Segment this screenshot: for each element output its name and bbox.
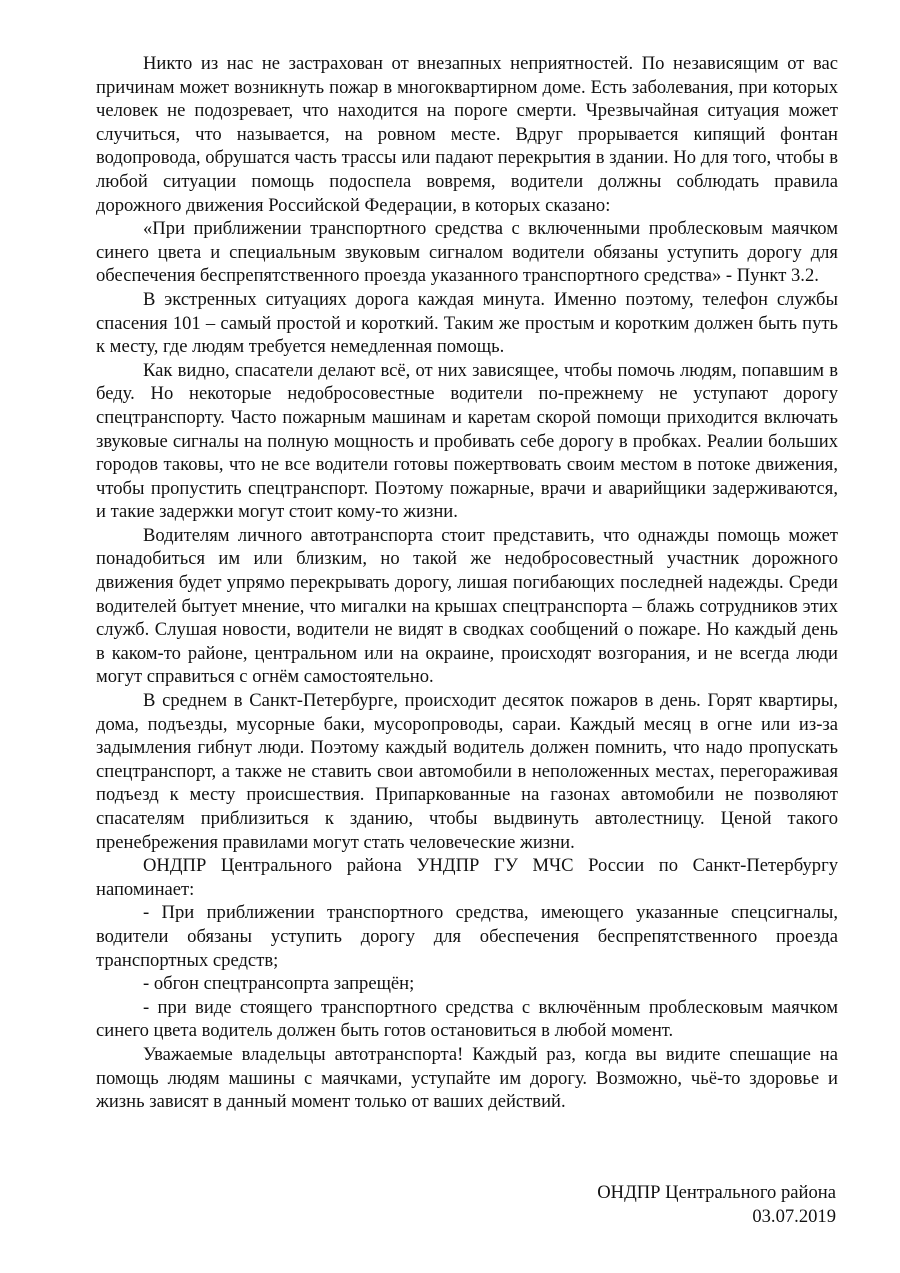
paragraph-rescuers: Как видно, спасатели делают всё, от них зависящее, чтобы помочь людям, попавшим в беду. Но некоторые недобросовестные водители по-прежнему не уступают дорогу спецтранспорту. Часто пожарным машинам и каретам скорой помощи приходится включать звуковые сигналы на полную мощность и пробивать себе дорогу в пробках. Реалии больших городов таковы, что не все водители готовы пожертвовать своим местом в потоке движения, чтобы пропустить спецтранспорт. Поэтому пожарные, врачи и аварийщики задерживаются, и такие задержки могут стоит кому-то жизни. — [96, 359, 838, 523]
list-item-be-ready-to-stop: - при виде стоящего транспортного средства с включённым проблесковым маячком синего цвета водитель должен быть готов остановиться в любой момент. — [96, 996, 838, 1042]
document-body — [96, 52, 838, 1114]
paragraph-closing-appeal: Уважаемые владельцы автотранспорта! Каждый раз, когда вы видите спешащие на помощь людям машины с маячками, уступайте им дорогу. Возможно, чьё-то здоровье и жизнь зависят в данный момент только от ваших действий. — [96, 1043, 838, 1113]
list-item-no-overtaking: - обгон спецтрансопрта запрещён; — [143, 973, 415, 995]
signature-organization: ОНДПР Центрального района — [597, 1182, 836, 1203]
paragraph-traffic-rule-quote: «При приближении транспортного средства с включенными проблесковым маячком синего цвета и специальным звуковым сигналом водители обязаны уступить дорогу для обеспечения беспрепятственного проезда указанного транспортного средства» - Пункт 3.2. — [96, 218, 838, 287]
paragraph-private-drivers: Водителям личного автотранспорта стоит представить, что однажды помощь может понадобиться им или близким, но такой же недобросовестный участник дорожного движения будет упрямо перекрывать дорогу, лишая погибающих последней надежды. Среди водителей бытует мнение, что мигалки на крышах спецтранспорта – блажь сотрудников этих служб. Слушая новости, водители не видят в сводках сообщений о пожаре. Но каждый день в каком-то районе, центральном или на окраине, происходят возгорания, и не всегда люди могут справиться с огнём самостоятельно. — [96, 524, 838, 688]
paragraph-intro: Никто из нас не застрахован от внезапных неприятностей. По независящим от вас причинам может возникнуть пожар в многоквартирном доме. Есть заболевания, при которых человек не подозревает, что находится на пороге смерти. Чрезвычайная ситуация может случиться, что называется, на ровном месте. Вдруг прорывается кипящий фонтан водопровода, обрушатся часть трассы или падают перекрытия в здании. Но для того, чтобы в любой ситуации помощь подоспела вовремя, водители должны соблюдать правила дорожного движения Российской Федерации, в которых сказано: — [96, 53, 838, 216]
paragraph-saint-petersburg-fires: В среднем в Санкт-Петербурге, происходит десяток пожаров в день. Горят квартиры, дома, подъезды, мусорные баки, мусоропроводы, сараи. Каждый месяц в огне или из-за задымления гибнут люди. Поэтому каждый водитель должен помнить, что надо пропускать спецтранспорт, а также не ставить свои автомобили в неположенных местах, перегораживая подъезд к месту происшествия. Припаркованные на газонах автомобили не позволяют спасателям приблизиться к зданию, чтобы выдвинуть автолестницу. Ценой такого пренебрежения правилами могут стать человеческие жизни. — [96, 690, 838, 853]
list-item-yield: - При приближении транспортного средства, имеющего указанные спецсигналы, водители обязаны уступить дорогу для обеспечения беспрепятственного проезда транспортных средств; — [96, 902, 838, 971]
signature-date: 03.07.2019 — [752, 1205, 836, 1227]
signature-block — [597, 1181, 836, 1228]
paragraph-reminder-intro: ОНДПР Центрального района УНДПР ГУ МЧС России по Санкт-Петербургу напоминает: — [96, 855, 838, 900]
paragraph-emergency-minute: В экстренных ситуациях дорога каждая минута. Именно поэтому, телефон службы спасения 101 – самый простой и короткий. Таким же простым и коротким должен быть путь к месту, где людям требуется немедленная помощь. — [96, 288, 838, 358]
